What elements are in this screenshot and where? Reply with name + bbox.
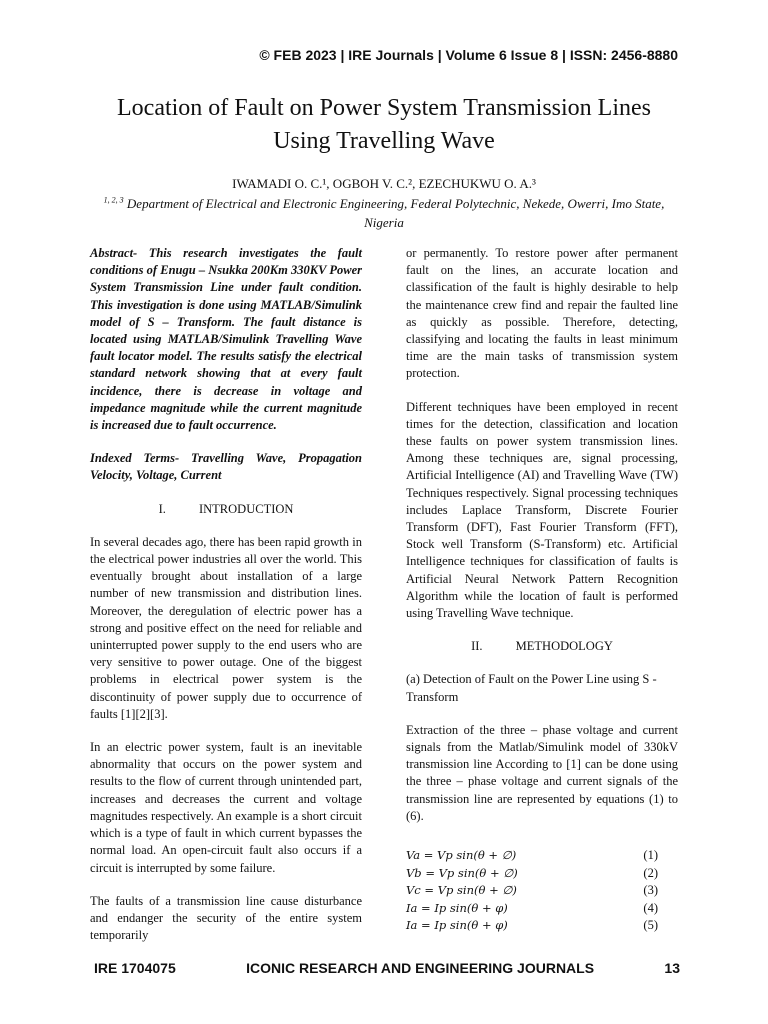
title-line-1: Location of Fault on Power System Transmission Lines bbox=[117, 95, 651, 121]
equation-row bbox=[406, 865, 678, 883]
affiliation-block bbox=[90, 194, 678, 232]
paragraph: Different techniques have been employed in recent times for the detection, classification and location these faults on power system transmission lines. Among these techniques are, signal processing, Artificial Intelligence (AI) and Travelling Wave (TW) Techniques respectively. Signal processing techniques includes Laplace Transform, Discrete Fourier Transform (DFT), Fast Fourier Transform (FFT), Stock well Transform (S-Transform) etc. Artificial Intelligence techniques for classification of faults is Artificial Neural Network Pattern Recognition Algorithm while the location of fault is performed using Travelling Wave technique. bbox=[406, 399, 678, 621]
equations bbox=[406, 847, 678, 935]
affiliation: Department of Electrical and Electronic Engineering, Federal Polytechnic, Nekede, Owerri, Imo State, Nigeria bbox=[126, 196, 665, 230]
affiliation-superscript: 1, 2, 3 bbox=[103, 195, 124, 205]
paragraph: Extraction of the three – phase voltage and current signals from the Matlab/Simulink model of 330kV transmission line According to [1] can be done using the three – phase voltage and current signals of the transmission line are represented by equations (1) to (6). bbox=[406, 722, 678, 823]
section-title: METHODOLOGY bbox=[515, 639, 613, 654]
paper-title bbox=[70, 92, 698, 158]
equation-row bbox=[406, 900, 678, 918]
section-number: I. bbox=[158, 501, 166, 516]
equation-row bbox=[406, 847, 678, 865]
equation-row bbox=[406, 917, 678, 935]
paper-id: IRE 1704075 bbox=[94, 960, 176, 976]
paragraph: In an electric power system, fault is an inevitable abnormality that occurs on the power system and results to the flow of current through unintended part, increases and decreases the current and voltage magnitudes respectively. An example is a short circuit which is a type of fault in which current bypasses the normal load. An open-circuit fault also occurs if a circuit is interrupted by some failure. bbox=[90, 740, 362, 875]
equation-row bbox=[406, 882, 678, 900]
equation: Ia = Ip sin(θ + φ) bbox=[406, 918, 508, 933]
authors: IWAMADI O. C.¹, OGBOH V. C.², EZECHUKWU O. A.³ bbox=[232, 176, 536, 191]
paragraph: or permanently. To restore power after permanent fault on the lines, an accurate location and classification of the fault is highly desirable to help the maintenance crew find and repair the faulted line as quickly as possible. Therefore, detecting, classifying and locating the faults in least minimum time are the main tasks of transmission system protection. bbox=[406, 246, 678, 381]
equation-number: (5) bbox=[643, 918, 658, 933]
equation-number: (2) bbox=[643, 865, 658, 880]
section-number: II. bbox=[471, 639, 483, 654]
journal-header: © FEB 2023 | IRE Journals | Volume 6 Issue 8 | ISSN: 2456-8880 bbox=[259, 47, 678, 63]
equation-number: (4) bbox=[643, 900, 658, 915]
right-column bbox=[406, 245, 678, 935]
section-heading-methodology bbox=[406, 638, 678, 655]
equation-number: (3) bbox=[643, 883, 658, 898]
section-title: INTRODUCTION bbox=[198, 501, 294, 516]
equation-number: (1) bbox=[643, 848, 658, 863]
abstract: Abstract- This research investigates the fault conditions of Enugu – Nsukka 200Km 330KV Power System Transmission Line under fault condition. This investigation is done using MATLAB/Simulink model of S – Transform. The fault distance is located using MATLAB/Simulink Travelling Wave fault locator model. The results satisfy the electrical standard network showing that at every fault incidence, there is decrease in voltage and impedance magnitude while the current magnitude is increased due to fault occurrence. bbox=[90, 246, 362, 433]
equation: Vb = Vp sin(θ + ∅) bbox=[406, 865, 518, 880]
page-number: 13 bbox=[664, 960, 680, 976]
subsection-heading: (a) Detection of Fault on the Power Line using S - Transform bbox=[406, 672, 657, 704]
title-line-2: Using Travelling Wave bbox=[273, 128, 495, 154]
left-column bbox=[90, 245, 362, 960]
equation: Ia = Ip sin(θ + φ) bbox=[406, 900, 508, 915]
section-heading-introduction bbox=[90, 501, 362, 518]
paragraph: The faults of a transmission line cause disturbance and endanger the security of the entire system temporarily bbox=[90, 893, 362, 943]
page-footer bbox=[94, 960, 680, 976]
equation: Vc = Vp sin(θ + ∅) bbox=[406, 883, 517, 898]
journal-name: ICONIC RESEARCH AND ENGINEERING JOURNALS bbox=[246, 960, 595, 976]
paragraph: In several decades ago, there has been rapid growth in the electrical power industries all over the world. This eventually brought about installation of a large number of new transmission and distribution lines. Moreover, the deregulation of electric power has a strong and positive effect on the need for reliable and uninterrupted power supply to the end users who are very sensitive to power outage. One of the biggest problems in electrical power system is the discontinuity of power supply due to occurrence of faults [1][2][3]. bbox=[90, 534, 362, 721]
index-terms: Indexed Terms- Travelling Wave, Propagation Velocity, Voltage, Current bbox=[90, 451, 362, 483]
equation: Va = Vp sin(θ + ∅) bbox=[406, 848, 517, 863]
